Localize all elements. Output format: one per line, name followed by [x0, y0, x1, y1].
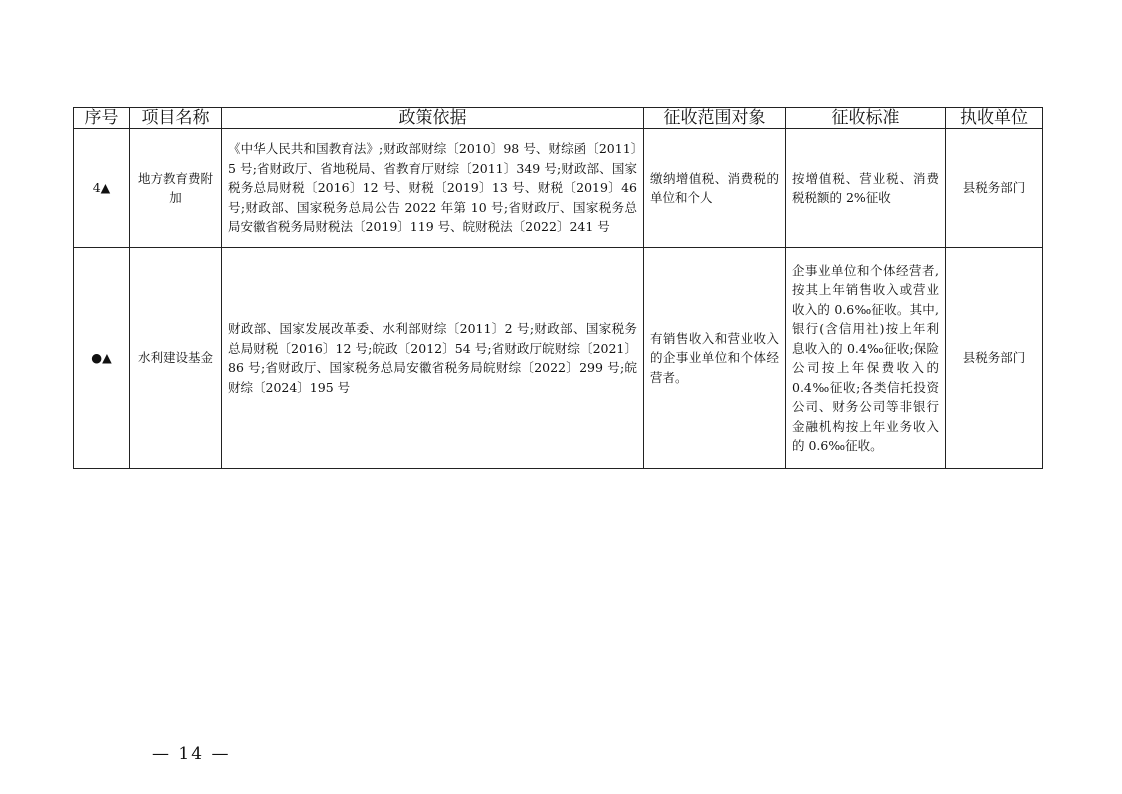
fee-table	[73, 107, 1043, 469]
header-policy-basis: 政策依据	[222, 108, 644, 129]
row-item-name: 地方教育费附加	[130, 129, 222, 248]
row-seq: ●▲	[74, 248, 130, 469]
table-row	[74, 248, 1043, 469]
header-scope: 征收范围对象	[644, 108, 786, 129]
row-item-name: 水利建设基金	[130, 248, 222, 469]
row-collecting-unit: 县税务部门	[946, 129, 1043, 248]
header-collecting-unit: 执收单位	[946, 108, 1043, 129]
row-scope: 有销售收入和营业收入的企事业单位和个体经营者。	[644, 248, 786, 469]
table-header-row	[74, 108, 1043, 129]
header-standard: 征收标准	[786, 108, 946, 129]
row-seq: 4▲	[74, 129, 130, 248]
row-standard: 按增值税、营业税、消费税税额的 2%征收	[786, 129, 946, 248]
header-seq: 序号	[74, 108, 130, 129]
header-item-name: 项目名称	[130, 108, 222, 129]
row-standard: 企事业单位和个体经营者,按其上年销售收入或营业收入的 0.6‰征收。其中,银行(含信用社)按上年利息收入的 0.4‰征收;保险公司按上年保费收入的 0.4‰征收;各类信托投资公司、财务公司等非银行金融机构按上年业务收入的 0.6‰征收。	[786, 248, 946, 469]
table-row	[74, 129, 1043, 248]
row-policy-basis: 财政部、国家发展改革委、水利部财综〔2011〕2 号;财政部、国家税务总局财税〔2016〕12 号;皖政〔2012〕54 号;省财政厅皖财综〔2021〕86 号;省财政厅、国家税务总局安徽省税务局皖财综〔2022〕299 号;皖财综〔2024〕195 号	[222, 248, 644, 469]
row-scope: 缴纳增值税、消费税的单位和个人	[644, 129, 786, 248]
page-number: — 14 —	[152, 744, 231, 764]
fee-table-container	[73, 107, 1042, 469]
row-policy-basis: 《中华人民共和国教育法》;财政部财综〔2010〕98 号、财综函〔2011〕5 号;省财政厅、省地税局、省教育厅财综〔2011〕349 号;财政部、国家税务总局财税〔2016〕12 号、财税〔2019〕13 号、财税〔2019〕46 号;财政部、国家税务总局公告 2022 年第 10 号;省财政厅、国家税务总局安徽省税务局财税法〔2019〕119 号、皖财税法〔2022〕241 号	[222, 129, 644, 248]
row-collecting-unit: 县税务部门	[946, 248, 1043, 469]
